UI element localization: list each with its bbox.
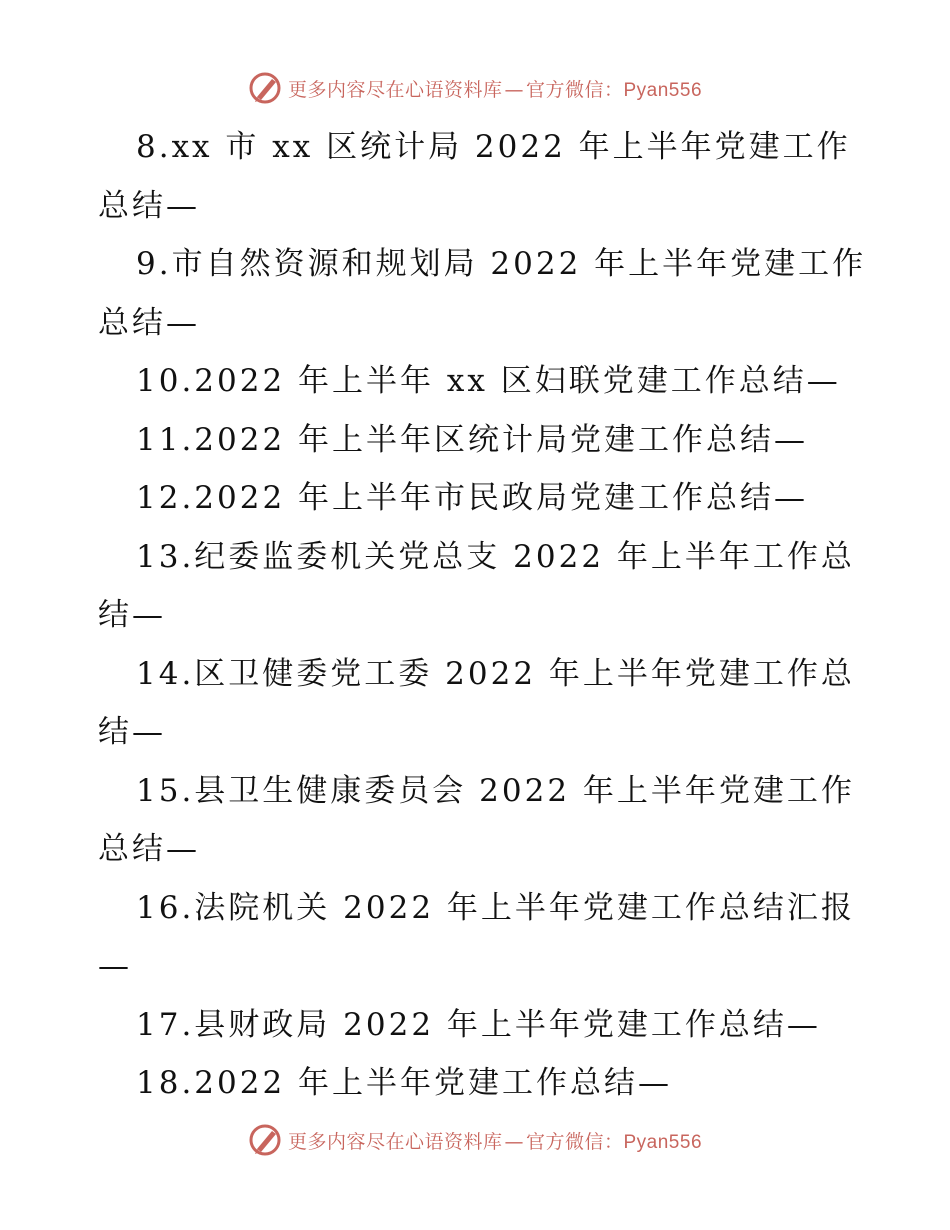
- list-item: 9.市自然资源和规划局 2022 年上半年党建工作: [136, 246, 867, 282]
- list-item-continuation: 总结—: [98, 187, 200, 224]
- pen-circle-logo-icon: [248, 71, 282, 105]
- list-item: 14.区卫健委党工委 2022 年上半年党建工作总: [136, 655, 855, 692]
- list-item: 8.xx 市 xx 区统计局 2022 年上半年党建工作: [136, 129, 851, 165]
- list-item: 12.2022 年上半年市民政局党建工作总结—: [136, 480, 809, 516]
- list-item: 17.县财政局 2022 年上半年党建工作总结—: [136, 1006, 821, 1043]
- watermark-text: 更多内容尽在心语资料库 — 官方微信：Pyan556: [287, 1130, 703, 1153]
- list-item: 16.法院机关 2022 年上半年党建工作总结汇报: [136, 889, 855, 926]
- list-item-continuation: 总结—: [98, 304, 200, 341]
- list-item: 11.2022 年上半年区统计局党建工作总结—: [136, 421, 809, 458]
- document-body: [0, 118, 950, 1113]
- watermark-text: 更多内容尽在心语资料库 — 官方微信：Pyan556: [287, 78, 703, 101]
- list-item-continuation: —: [98, 948, 132, 984]
- header-watermark: [0, 68, 950, 108]
- list-item: 13.纪委监委机关党总支 2022 年上半年工作总: [136, 538, 855, 575]
- list-item-continuation: 结—: [98, 714, 166, 750]
- list-item-continuation: 总结—: [98, 831, 200, 867]
- list-item: 10.2022 年上半年 xx 区妇联党建工作总结—: [136, 363, 841, 399]
- footer-watermark: [0, 1120, 950, 1160]
- list-item: 15.县卫生健康委员会 2022 年上半年党建工作: [136, 772, 855, 809]
- list-item: 18.2022 年上半年党建工作总结—: [136, 1065, 673, 1101]
- pen-circle-logo-icon: [248, 1123, 282, 1157]
- list-item-continuation: 结—: [98, 597, 166, 633]
